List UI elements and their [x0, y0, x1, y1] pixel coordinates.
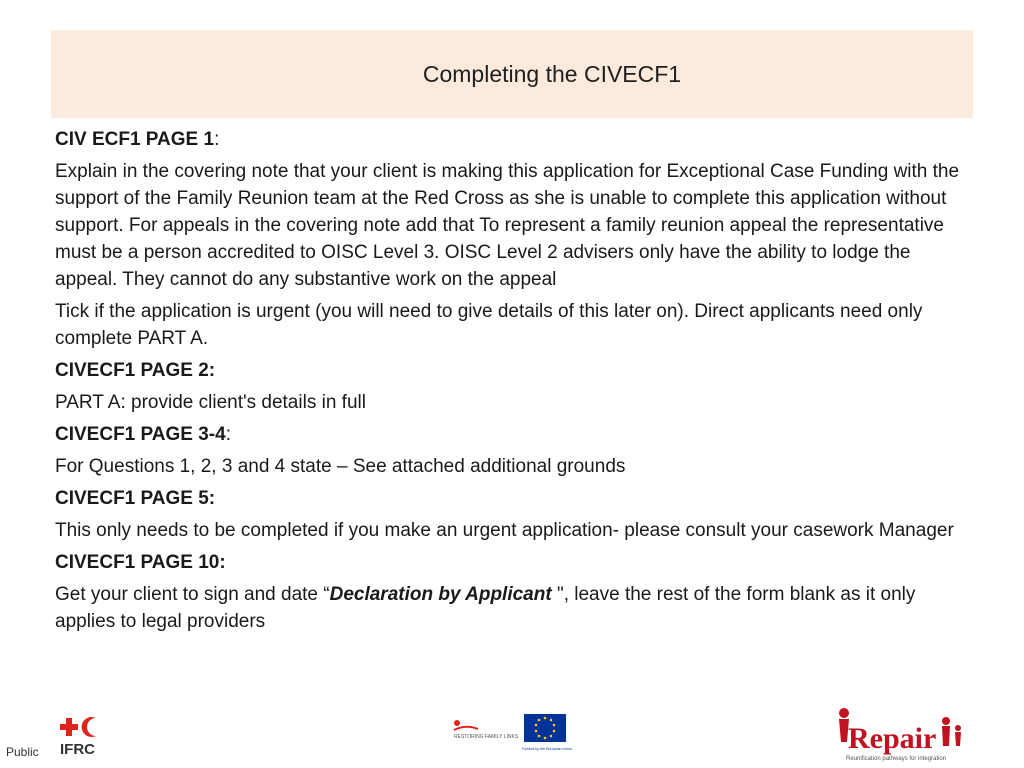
page1-body: Explain in the covering note that your client is making this application for Exceptional Case Funding with the support of the Family Reunion team at the Red Cross as she is unable to complete this application without support. For appeals in the covering note add that To represent a family reunion appeal the representative must be a person accredited to OISC Level 3. OISC Level 2 advisers only have the ability to lodge the appeal. They cannot do any substantive work on the appeal	[55, 161, 960, 290]
eu-star	[535, 730, 538, 733]
repair-figure-head	[839, 708, 849, 718]
rfl-figure	[454, 720, 460, 726]
page10-emphasis: Declaration by Applicant	[329, 584, 552, 605]
page34-heading-line	[55, 421, 965, 448]
ifrc-crescent	[82, 717, 96, 737]
repair-tagline: Reunification pathways for integration	[846, 756, 947, 762]
eu-logo	[522, 714, 572, 754]
page5-body: This only needs to be completed if you make an urgent application- please consult your casework Manager	[55, 520, 954, 541]
title-banner	[51, 30, 973, 118]
repair-figure-body	[942, 726, 950, 746]
page34-heading: CIVECF1 PAGE 3-4	[55, 424, 226, 445]
page10-body	[55, 581, 965, 635]
page1-heading-line	[55, 126, 965, 153]
page10-pre: Get your client to sign and date “	[55, 584, 330, 605]
repair-logo	[828, 704, 968, 766]
ifrc-logo	[60, 716, 108, 760]
page5-heading: CIVECF1 PAGE 5:	[55, 488, 216, 509]
repair-figure-head	[942, 717, 950, 725]
rfl-text: RESTORING FAMILY LINKS	[454, 734, 519, 740]
page2-heading: CIVECF1 PAGE 2:	[55, 360, 216, 381]
page10-heading: CIVECF1 PAGE 10:	[55, 552, 226, 573]
rfl-swoosh	[454, 727, 478, 730]
eu-star	[550, 735, 553, 738]
page1-colon: :	[214, 129, 220, 150]
page1-tick-note: Tick if the application is urgent (you will need to give details of this later on). Direct applicants need only complete PART A.	[55, 301, 923, 349]
eu-star	[544, 717, 547, 720]
eu-star	[538, 719, 541, 722]
eu-star	[538, 735, 541, 738]
eu-star	[553, 724, 556, 727]
rfl-logo	[452, 714, 519, 744]
eu-star	[535, 724, 538, 727]
slide-title: Completing the CIVECF1	[422, 60, 682, 87]
repair-text: Repair	[848, 722, 937, 755]
eu-star	[550, 719, 553, 722]
eu-text: Funded by the European Union	[522, 747, 572, 751]
page34-body: For Questions 1, 2, 3 and 4 state – See attached additional grounds	[55, 456, 626, 477]
repair-figure-body	[955, 732, 961, 746]
public-label: Public	[6, 745, 39, 759]
ifrc-text: IFRC	[60, 741, 95, 758]
eu-star	[553, 730, 556, 733]
eu-star	[544, 737, 547, 740]
repair-figure-head	[955, 725, 961, 731]
ifrc-cross-h	[60, 724, 78, 730]
page34-colon: :	[225, 424, 231, 445]
page10-post: ", leave the rest of the form blank as it only applies to legal providers	[55, 584, 916, 632]
page2-body: PART A: provide client's details in full	[55, 392, 366, 413]
page1-heading: CIV ECF1 PAGE 1	[55, 129, 215, 150]
slide-content	[55, 126, 965, 640]
